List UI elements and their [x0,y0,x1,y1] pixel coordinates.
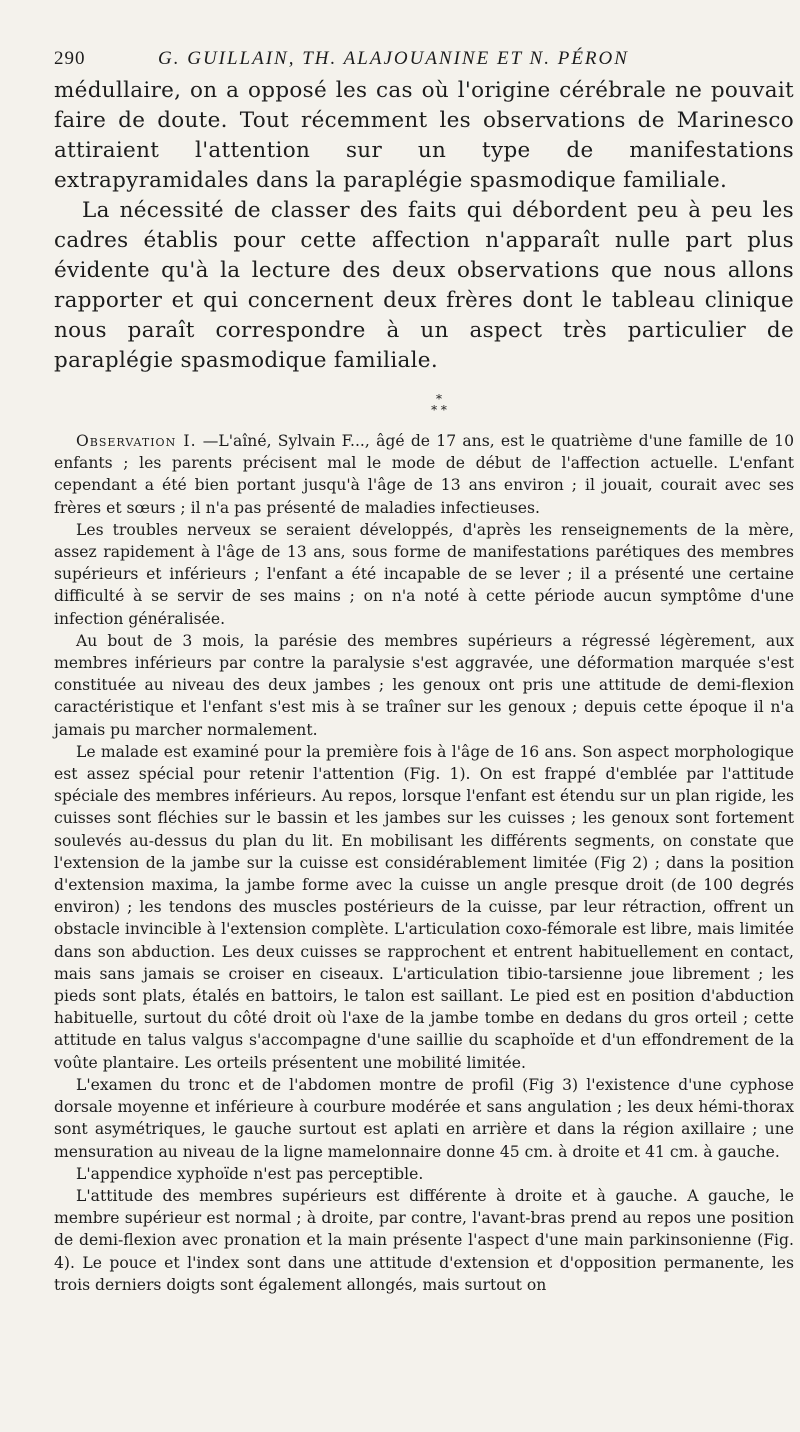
observation-paragraph-5: L'examen du tronc et de l'abdomen montre de profil (Fig 3) l'existence d'une cyphose dorsale moyenne et inférieure à courbure modérée et sans angulation ; les deux hémi-thorax sont asymétriques, le gauche surtout est aplati en arrière et dans la région axillaire ; une mensuration au niveau de la ligne mamelonnaire donne 45 cm. à droite et 41 cm. à gauche. [54,1075,794,1161]
asterism-bottom: * * [431,403,447,417]
section-asterism [54,394,794,416]
page-number: 290 [54,48,86,69]
running-header [54,48,794,70]
observation-paragraph-6: L'appendice xyphoïde n'est pas perceptible. [76,1164,424,1183]
observation-label: Observation I. [76,432,197,450]
observation-paragraph-2: Les troubles nerveux se seraient développés, d'après les renseignements de la mère, assez rapidement à l'âge de 13 ans, sous forme de manifestations parétiques des membres supérieurs et inférieurs ; l'enfant a été incapable de se lever ; il a présenté une certaine difficulté à se servir de ses mains ; on n'a noté à cette période aucun symptôme d'une infection généralisée. [54,520,794,628]
asterism-top: * [436,392,442,406]
page [54,48,794,1296]
observation-section [54,430,794,1296]
running-head-authors: G. GUILLAIN, TH. ALAJOUANINE ET N. PÉRON [158,48,629,69]
observation-paragraph-7: L'attitude des membres supérieurs est différente à droite et à gauche. A gauche, le membre supérieur est normal ; à droite, par contre, l'avant-bras prend au repos une position de demi-flexion avec pronation et la main présente l'aspect d'une main parkinsonienne (Fig. 4). Le pouce et l'index sont dans une attitude d'extension et d'opposition permanente, les trois derniers doigts sont également allongés, mais surtout on [54,1186,794,1294]
intro-paragraph-1: médullaire, on a opposé les cas où l'origine cérébrale ne pouvait faire de doute. Tout récemment les observations de Marinesco attiraient l'attention sur un type de manifestations extrapyramidales dans la paraplégie spasmodique familiale. [54,78,794,193]
observation-paragraph-1-text: —L'aîné, Sylvain F..., âgé de 17 ans, est le quatrième d'une famille de 10 enfants ; les parents précisent mal le mode de début de l'affection actuelle. L'enfant cependant a été bien portant jusqu'à l'âge de 13 ans environ ; il jouait, courait avec ses frères et sœurs ; il n'a pas présenté de maladies infectieuses. [54,432,794,517]
observation-paragraph-4: Le malade est examiné pour la première fois à l'âge de 16 ans. Son aspect morphologique est assez spécial pour retenir l'attention (Fig. 1). On est frappé d'emblée par l'attitude spéciale des membres inférieurs. Au repos, lorsque l'enfant est étendu sur un plan rigide, les cuisses sont fléchies sur le bassin et les jambes sur les cuisses ; les genoux sont fortement soulevés au-dessus du plan du lit. En mobilisant les différents segments, on constate que l'extension de la jambe sur la cuisse est considérablement limitée (Fig 2) ; dans la position d'extension maxima, la jambe forme avec la cuisse un angle presque droit (de 100 degrés environ) ; les tendons des muscles postérieurs de la cuisse, par leur rétraction, offrent un obstacle invincible à l'extension complète. L'articulation coxo-fémorale est libre, mais limitée dans son abduction. Les deux cuisses se rapprochent et entrent habituellement en contact, mais sans jamais se croiser en ciseaux. L'articulation tibio-tarsienne joue librement ; les pieds sont plats, étalés en battoirs, le talon est saillant. Le pied est en position d'abduction habituelle, surtout du côté droit où l'axe de la jambe tombe en dedans du gros orteil ; cette attitude en talus valgus s'accompagne d'une saillie du scaphoïde et d'un effondrement de la voûte plantaire. Les orteils présentent une mobilité limitée. [54,742,794,1072]
intro-text [54,76,794,376]
intro-paragraph-2: La nécessité de classer des faits qui débordent peu à peu les cadres établis pour cette affection n'apparaît nulle part plus évidente qu'à la lecture des deux observations que nous allons rapporter et qui concernent deux frères dont le tableau clinique nous paraît correspondre à un aspect très particulier de paraplégie spasmodique familiale. [54,198,794,373]
observation-paragraph-3: Au bout de 3 mois, la parésie des membres supérieurs a régressé légèrement, aux membres inférieurs par contre la paralysie s'est aggravée, une déformation marquée s'est constituée au niveau des deux jambes ; les genoux ont pris une attitude de demi-flexion caractéristique et l'enfant s'est mis à se traîner sur les genoux ; depuis cette époque il n'a jamais pu marcher normalement. [54,631,794,739]
observation-paragraph-1 [54,430,794,519]
